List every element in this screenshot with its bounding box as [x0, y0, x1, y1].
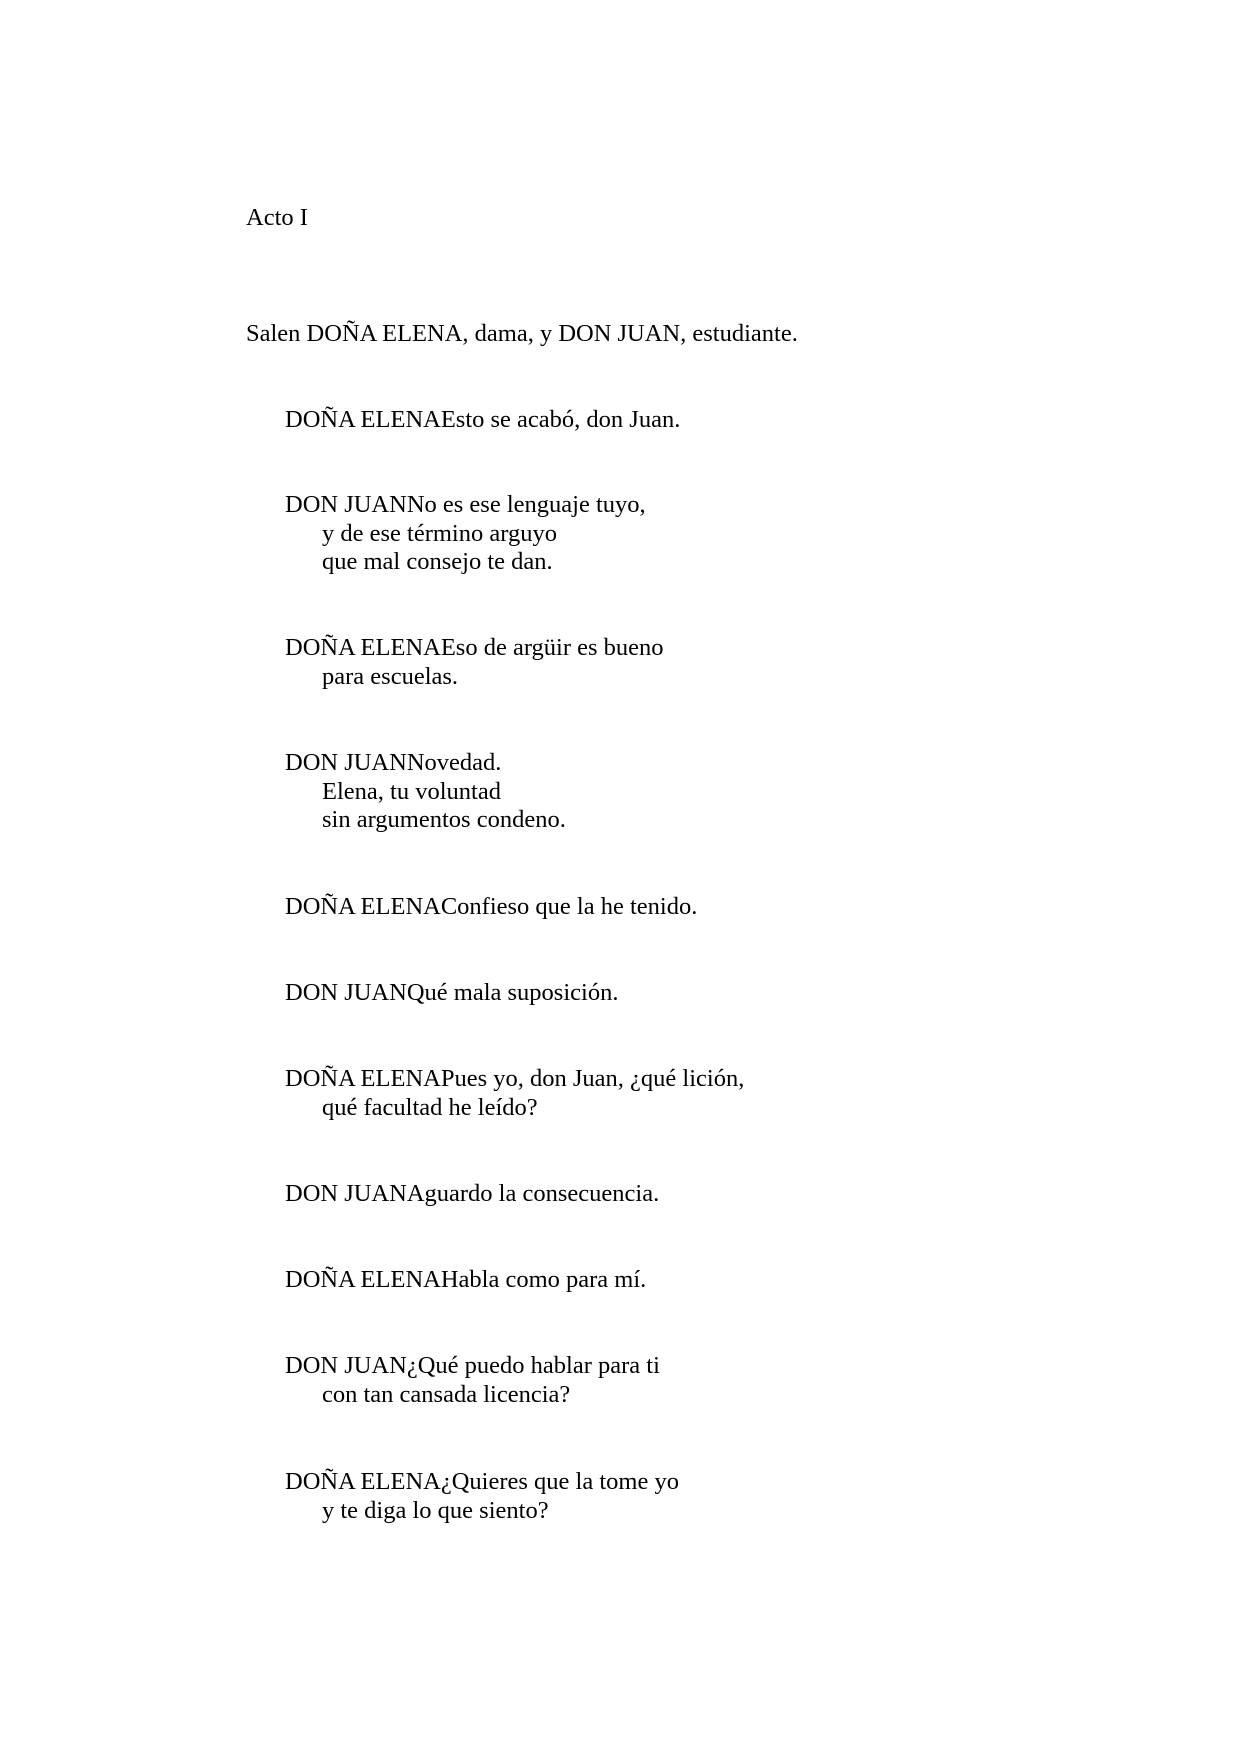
act-title: Acto I — [246, 204, 308, 231]
verse-line: Eso de argüir es bueno — [440, 634, 664, 661]
verse-line: Qué mala suposición. — [406, 979, 619, 1006]
verse-line: sin argumentos condeno. — [322, 806, 566, 834]
verse-line: y de ese término arguyo — [322, 519, 557, 547]
speech-first-line — [285, 1468, 679, 1497]
speaker-name: DON JUAN — [285, 979, 407, 1006]
verse-line: ¿Quieres que la tome yo — [440, 1468, 679, 1495]
verse-line: para escuelas. — [322, 662, 459, 690]
verse-line: Confieso que la he tenido. — [440, 893, 698, 920]
speech-block — [285, 749, 566, 835]
speaker-name: DOÑA ELENA — [285, 1266, 441, 1293]
speaker-name: DOÑA ELENA — [285, 893, 441, 920]
speech-first-line — [285, 893, 697, 922]
speech-first-line — [285, 491, 646, 520]
speech-block — [285, 979, 618, 1008]
verse-line: Elena, tu voluntad — [322, 777, 501, 805]
speaker-name: DON JUAN — [285, 491, 407, 518]
speech-block — [285, 634, 664, 691]
speech-block — [285, 893, 697, 922]
speech-first-line — [285, 1180, 659, 1209]
speaker-name: DON JUAN — [285, 1180, 407, 1207]
speech-first-line — [285, 406, 680, 435]
verse-line: y te diga lo que siento? — [322, 1496, 549, 1524]
verse-line: qué facultad he leído? — [322, 1093, 538, 1121]
speaker-name: DON JUAN — [285, 1352, 407, 1379]
verse-line: Novedad. — [406, 749, 502, 776]
verse-line: con tan cansada licencia? — [322, 1380, 571, 1408]
speech-first-line — [285, 1065, 744, 1094]
verse-line: que mal consejo te dan. — [322, 548, 553, 576]
speaker-name: DOÑA ELENA — [285, 406, 441, 433]
stage-direction: Salen DOÑA ELENA, dama, y DON JUAN, estudiante. — [246, 320, 798, 347]
speech-first-line — [285, 634, 664, 663]
speech-first-line — [285, 749, 566, 778]
verse-line: No es ese lenguaje tuyo, — [406, 491, 646, 518]
speaker-name: DOÑA ELENA — [285, 634, 441, 661]
speech-block — [285, 406, 680, 435]
speech-first-line — [285, 1352, 660, 1381]
verse-line: Habla como para mí. — [440, 1266, 647, 1293]
speech-first-line — [285, 979, 618, 1008]
speech-block — [285, 1266, 646, 1295]
speech-first-line — [285, 1266, 646, 1295]
verse-line: Pues yo, don Juan, ¿qué lición, — [440, 1065, 745, 1092]
speech-block — [285, 1180, 659, 1209]
speech-block — [285, 491, 646, 577]
verse-line: Esto se acabó, don Juan. — [440, 406, 681, 433]
speaker-name: DON JUAN — [285, 749, 407, 776]
verse-line: Aguardo la consecuencia. — [406, 1180, 660, 1207]
speech-block — [285, 1468, 679, 1525]
speaker-name: DOÑA ELENA — [285, 1468, 441, 1495]
speech-block — [285, 1065, 744, 1122]
speaker-name: DOÑA ELENA — [285, 1065, 441, 1092]
speech-block — [285, 1352, 660, 1409]
verse-line: ¿Qué puedo hablar para ti — [406, 1352, 660, 1379]
